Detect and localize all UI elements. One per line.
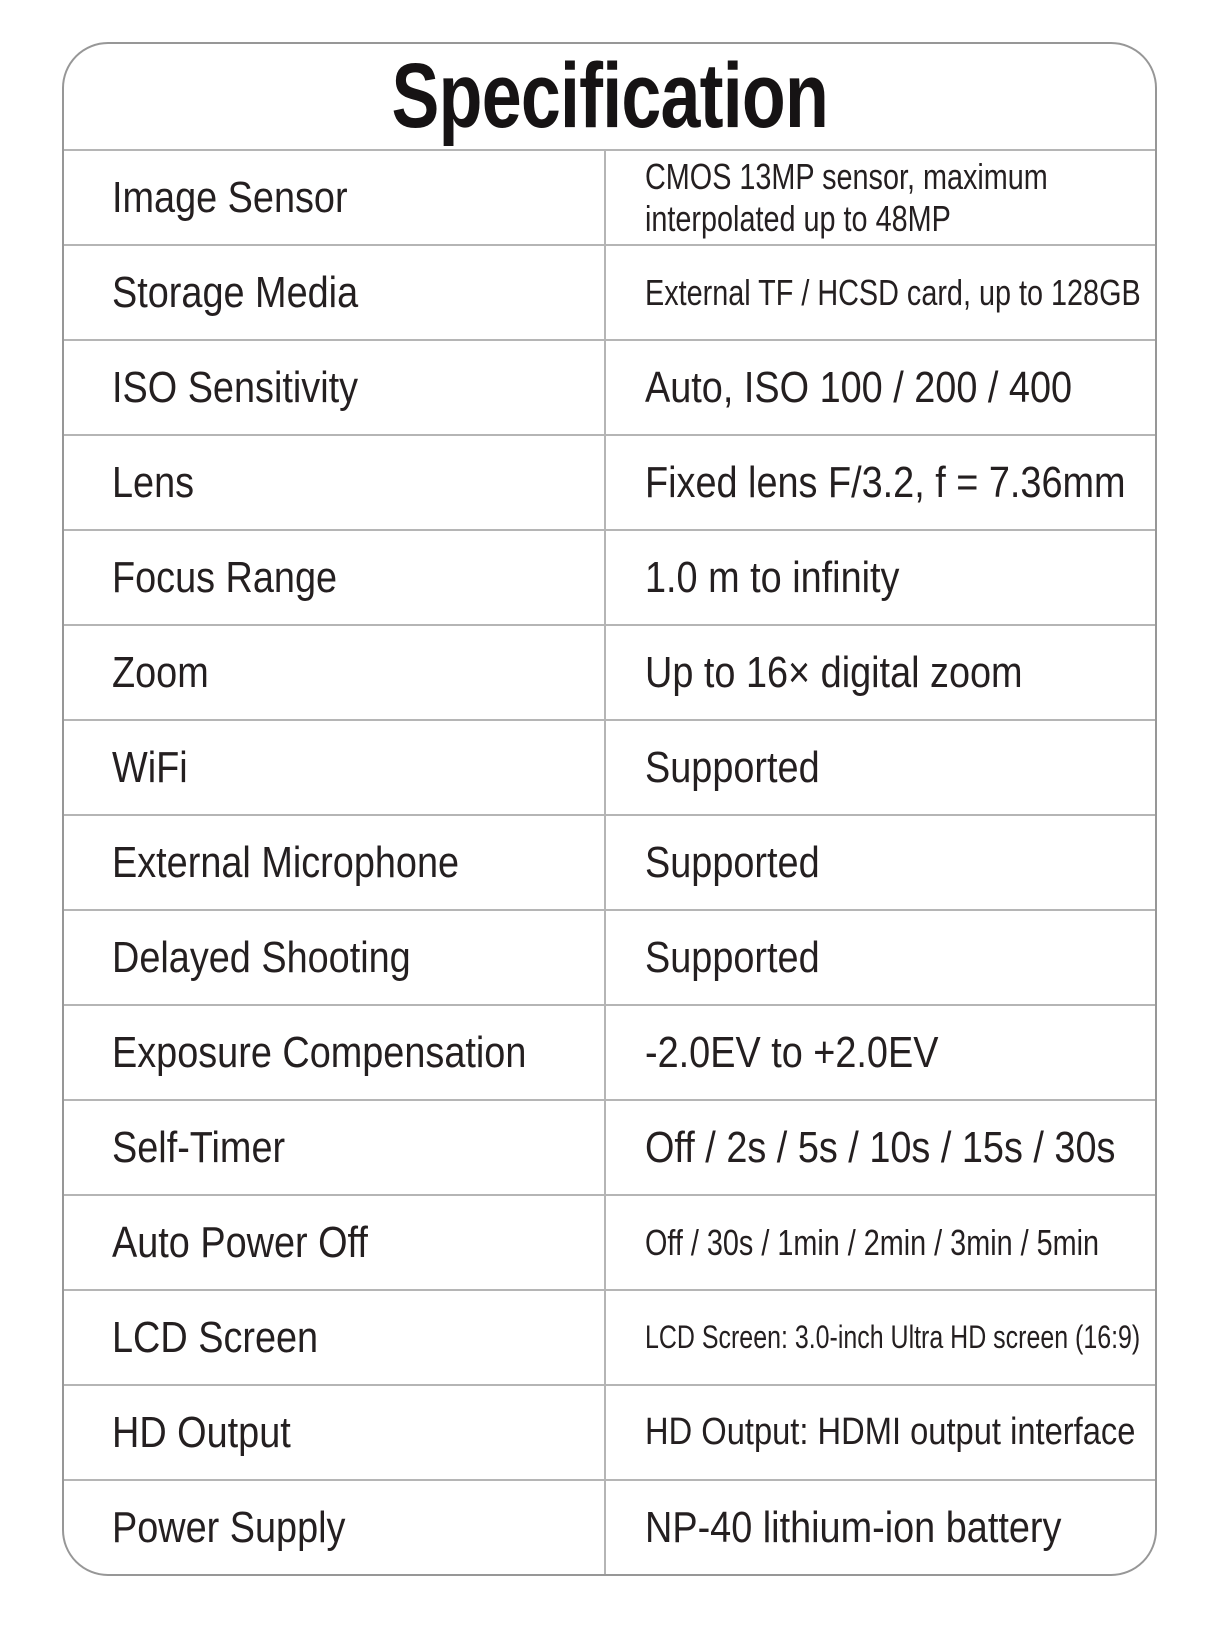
spec-value: 1.0 m to infinity xyxy=(645,552,900,602)
spec-value: Supported xyxy=(645,837,820,887)
spec-value: Up to 16× digital zoom xyxy=(645,647,1023,697)
spec-label-cell xyxy=(64,151,606,244)
spec-value: Supported xyxy=(645,932,820,982)
spec-label-cell xyxy=(64,911,606,1004)
spec-value-cell xyxy=(606,1101,1155,1194)
spec-label-cell xyxy=(64,1101,606,1194)
spec-value: Auto, ISO 100 / 200 / 400 xyxy=(645,362,1073,412)
spec-value: External TF / HCSD card, up to 128GB xyxy=(645,271,1141,313)
spec-value-cell xyxy=(606,626,1155,719)
spec-value: -2.0EV to +2.0EV xyxy=(645,1027,939,1077)
spec-label: External Microphone xyxy=(112,837,460,887)
spec-value-cell xyxy=(606,341,1155,434)
spec-label: Exposure Compensation xyxy=(112,1027,527,1077)
spec-value-cell xyxy=(606,816,1155,909)
table-row xyxy=(64,719,1155,814)
table-row xyxy=(64,909,1155,1004)
spec-value: Off / 2s / 5s / 10s / 15s / 30s xyxy=(645,1122,1116,1172)
table-row xyxy=(64,339,1155,434)
spec-label-cell xyxy=(64,246,606,339)
table-row xyxy=(64,149,1155,244)
spec-label-cell xyxy=(64,1196,606,1289)
spec-label: Storage Media xyxy=(112,267,359,317)
table-header-row xyxy=(64,44,1155,149)
spec-value-cell xyxy=(606,1386,1155,1479)
spec-value: HD Output: HDMI output interface xyxy=(645,1411,1136,1454)
spec-label: Focus Range xyxy=(112,552,338,602)
spec-value-cell xyxy=(606,246,1155,339)
spec-label: Auto Power Off xyxy=(112,1217,368,1267)
spec-value-cell xyxy=(606,721,1155,814)
spec-value-cell xyxy=(606,151,1155,244)
spec-label: HD Output xyxy=(112,1407,291,1457)
table-row xyxy=(64,814,1155,909)
spec-label: Delayed Shooting xyxy=(112,932,411,982)
spec-label: Power Supply xyxy=(112,1502,346,1552)
table-row xyxy=(64,1194,1155,1289)
table-row xyxy=(64,244,1155,339)
specification-table xyxy=(62,42,1157,1576)
spec-label-cell xyxy=(64,1006,606,1099)
spec-value: Fixed lens F/3.2, f = 7.36mm xyxy=(645,457,1126,507)
table-row xyxy=(64,1289,1155,1384)
spec-value-cell xyxy=(606,531,1155,624)
spec-value: NP-40 lithium-ion battery xyxy=(645,1502,1062,1552)
spec-value: Supported xyxy=(645,742,820,792)
spec-value-cell xyxy=(606,911,1155,1004)
spec-label: Image Sensor xyxy=(112,172,348,222)
spec-label-cell xyxy=(64,816,606,909)
spec-label-cell xyxy=(64,531,606,624)
spec-value: Off / 30s / 1min / 2min / 3min / 5min xyxy=(645,1221,1100,1263)
spec-label-cell xyxy=(64,1481,606,1574)
spec-label: Zoom xyxy=(112,647,209,697)
spec-label-cell xyxy=(64,721,606,814)
spec-label-cell xyxy=(64,626,606,719)
spec-label: Lens xyxy=(112,457,195,507)
spec-label: Self-Timer xyxy=(112,1122,286,1172)
spec-label: ISO Sensitivity xyxy=(112,362,359,412)
table-row xyxy=(64,1099,1155,1194)
spec-label-cell xyxy=(64,1291,606,1384)
spec-label: LCD Screen xyxy=(112,1312,319,1362)
spec-value: LCD Screen: 3.0-inch Ultra HD screen (16:9) xyxy=(645,1318,1141,1355)
spec-value-cell xyxy=(606,1196,1155,1289)
table-row xyxy=(64,1479,1155,1574)
page-title: Specification xyxy=(391,45,828,147)
table-row xyxy=(64,1004,1155,1099)
spec-value-cell xyxy=(606,1006,1155,1099)
spec-label-cell xyxy=(64,1386,606,1479)
spec-value: CMOS 13MP sensor, maximum interpolated up to 48MP xyxy=(645,155,1048,239)
table-row xyxy=(64,624,1155,719)
spec-label-cell xyxy=(64,436,606,529)
table-row xyxy=(64,1384,1155,1479)
spec-value-cell xyxy=(606,1481,1155,1574)
spec-value-cell xyxy=(606,1291,1155,1384)
table-row xyxy=(64,529,1155,624)
table-row xyxy=(64,434,1155,529)
spec-label: WiFi xyxy=(112,742,188,792)
spec-label-cell xyxy=(64,341,606,434)
spec-value-cell xyxy=(606,436,1155,529)
